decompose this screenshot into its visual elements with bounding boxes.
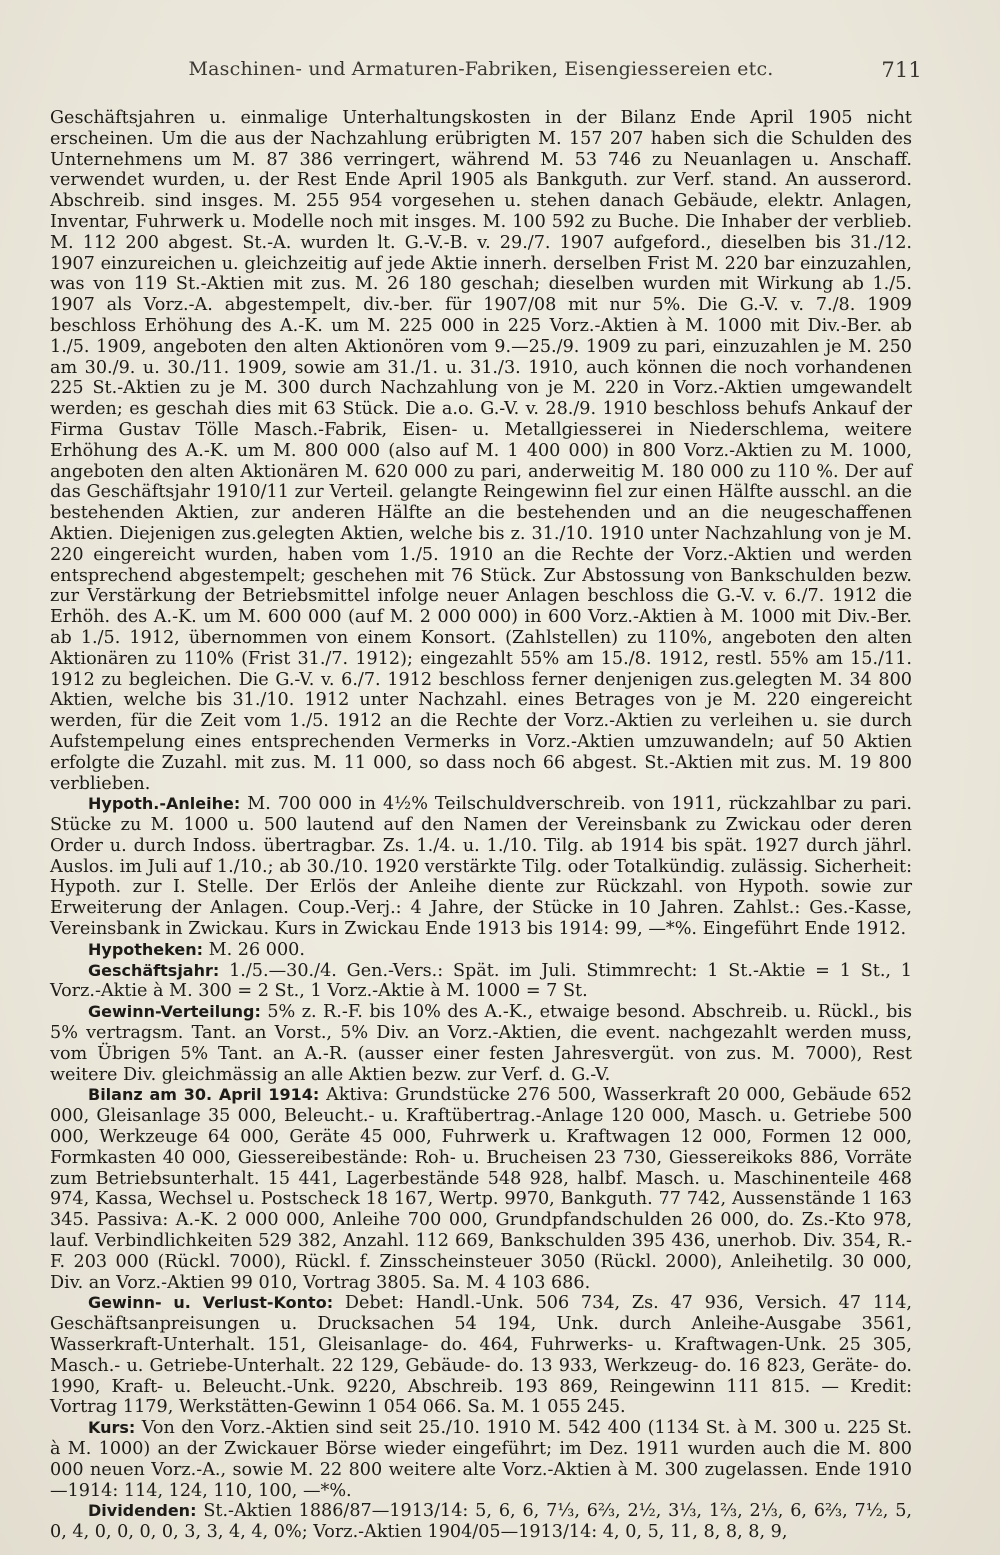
running-header (50, 58, 922, 86)
paragraph-lead: Bilanz am 30. April 1914: (88, 1085, 320, 1105)
paragraph-text: M. 26 000. (203, 939, 305, 960)
paragraph-text: St.-Aktien 1886/87—1913/14: 5, 6, 6, 7⅓, 6⅔, 2½, 3⅓, 1⅔, 2⅓, 6, 6⅔, 7½, 5, 0, 4, 0, 0, 0, 0, 3, 3, 4, 4, 0%; Vorz.-Aktien 1904/05—1913/14: 4, 0, 5, 11, 8, 8, 8, 9, (50, 1501, 912, 1543)
paragraph-text: 5% z. R.-F. bis 10% des A.-K., etwaige besond. Abschreib. u. Rückl., bis 5% vertragsm. Tant. an Vorst., 5% Div. an Vorz.-Aktien, die event. nachgezahlt werden muss, vom Übrigen 5% Tant. an A.-R. (ausser einer festen Jahresvergüt. von zus. M. 7000), Rest weitere Div. gleichmässig an alle Aktien bezw. zur Verf. d. G.-V. (50, 1002, 912, 1085)
document-body (50, 108, 912, 1543)
paragraph-gewinn-verteilung (50, 1002, 912, 1085)
paragraph-dividenden (50, 1501, 912, 1543)
paragraph-hypoth-anleihe (50, 794, 912, 940)
paragraph-text: 1./5.—30./4. Gen.-Vers.: Spät. im Juli. Stimmrecht: 1 St.-Aktie = 1 St., 1 Vorz.-Aktie à M. 300 = 2 St., 1 Vorz.-Aktie à M. 1000 = 7 St. (50, 960, 912, 1002)
page-number: 711 (881, 58, 922, 82)
paragraph-lead: Gewinn-Verteilung: (88, 1002, 261, 1022)
paragraph-hypotheken (50, 940, 912, 961)
paragraph-history (50, 108, 912, 794)
paragraph-gewinn-verlust (50, 1293, 912, 1418)
paragraph-lead: Kurs: (88, 1418, 136, 1438)
paragraph-kurs (50, 1418, 912, 1501)
paragraph-lead: Hypoth.-Anleihe: (88, 794, 241, 814)
paragraph-lead: Geschäftsjahr: (88, 960, 220, 980)
paragraph-text: Von den Vorz.-Aktien sind seit 25./10. 1910 M. 542 400 (1134 St. à M. 300 u. 225 St. à M. 1000) an der Zwickauer Börse wieder eingeführt; im Dez. 1911 wurden auch die M. 800 000 neuen Vorz.-A., sowie M. 22 800 weitere alte Vorz.-Aktien à M. 300 zugelassen. Ende 1910—1914: 114, 124, 110, 100, —*%. (50, 1418, 912, 1501)
header-title: Maschinen- und Armaturen-Fabriken, Eisengiessereien etc. (188, 58, 774, 80)
paragraph-text: Aktiva: Grundstücke 276 500, Wasserkraft 20 000, Gebäude 652 000, Gleisanlage 35 000, Beleucht.- u. Kraftübertrag.-Anlage 120 000, Masch. u. Getriebe 500 000, Werkzeuge 64 000, Geräte 45 000, Fuhrwerk u. Kraftwagen 12 000, Formen 12 000, Formkasten 40 000, Giessereibestände: Roh- u. Brucheisen 23 730, Giessereikoks 886, Vorräte zum Betriebsunterhalt. 15 441, Lagerbestände 548 928, halbf. Masch. u. Maschinenteile 468 974, Kassa, Wechsel u. Postscheck 18 167, Wertp. 9970, Bankguth. 77 742, Aussenstände 1 163 345. Passiva: A.-K. 2 000 000, Anleihe 700 000, Grundpfandschulden 26 000, do. Zs.-Kto 978, lauf. Verbindlichkeiten 529 382, Anzahl. 112 669, Bankschulden 395 436, unerhob. Div. 354, R.-F. 203 000 (Rückl. 7000), Rückl. f. Zinsscheinsteuer 3050 (Rückl. 2000), Anleihetilg. 30 000, Div. an Vorz.-Aktien 99 010, Vortrag 3805. Sa. M. 4 103 686. (50, 1085, 913, 1293)
paragraph-text: M. 700 000 in 4½% Teilschuldverschreib. von 1911, rückzahlbar zu pari. Stücke zu M. 1000 u. 500 lautend auf den Namen der Vereinsbank zu Zwickau oder deren Order u. durch Indoss. übertragbar. Zs. 1./4. u. 1./10. Tilg. ab 1914 bis spät. 1927 durch jährl. Auslos. im Juli auf 1./10.; ab 30./10. 1920 verstärkte Tilg. oder Totalkündig. zulässig. Sicherheit: Hypoth. zur I. Stelle. Der Erlös der Anleihe diente zur Rückzahl. von Hypoth. sowie zur Erweiterung der Anlagen. Coup.-Verj.: 4 Jahre, der Stücke in 10 Jahren. Zahlst.: Ges.-Kasse, Vereinsbank in Zwickau. Kurs in Zwickau Ende 1913 bis 1914: 99, —*%. Eingeführt Ende 1912. (50, 794, 912, 940)
paragraph-bilanz (50, 1085, 912, 1293)
paragraph-text: Geschäftsjahren u. einmalige Unterhaltungskosten in der Bilanz Ende April 1905 nicht erscheinen. Um die aus der Nachzahlung erübrigten M. 157 207 haben sich die Schulden des Unternehmens um M. 87 386 verringert, während M. 53 746 zu Neuanlagen u. Anschaff. verwendet wurden, u. der Rest Ende April 1905 als Bankguth. zur Verf. stand. An ausserord. Abschreib. sind insges. M. 255 954 vorgesehen u. stehen danach Gebäude, elektr. Anlagen, Inventar, Fuhrwerk u. Modelle noch mit insges. M. 100 592 zu Buche. Die Inhaber der verblieb. M. 112 200 abgest. St.-A. wurden lt. G.-V.-B. v. 29./7. 1907 aufgeford., dieselben bis 31./12. 1907 einzureichen u. gleichzeitig auf jede Aktie innerh. derselben Frist M. 220 bar einzuzahlen, was von 119 St.-Aktien mit zus. M. 26 180 geschah; dieselben wurden mit Wirkung ab 1./5. 1907 als Vorz.-A. abgestempelt, div.-ber. für 1907/08 mit nur 5%. Die G.-V. v. 7./8. 1909 beschloss Erhöhung des A.-K. um M. 225 000 in 225 Vorz.-Aktien à M. 1000 mit Div.-Ber. ab 1./5. 1909, angeboten den alten Aktionören vom 9.—25./9. 1909 zu pari, einzuzahlen je M. 250 am 30./9. u. 30./11. 1909, sowie am 31./1. u. 31./3. 1910, auch können die noch vorhandenen 225 St.-Aktien zu je M. 300 durch Nachzahlung von je M. 220 in Vorz.-Aktien umgewandelt werden; es geschah dies mit 63 Stück. Die a.o. G.-V. v. 28./9. 1910 beschloss behufs Ankauf der Firma Gustav Tölle Masch.-Fabrik, Eisen- u. Metallgiesserei in Niederschlema, weitere Erhöhung des A.-K. um M. 800 000 (also auf M. 1 400 000) in 800 Vorz.-Aktien zu M. 1000, angeboten den alten Aktionären M. 620 000 zu pari, anderweitig M. 180 000 zu 110 %. Der auf das Geschäftsjahr 1910/11 zur Verteil. gelangte Reingewinn fiel zur einen Hälfte ausschl. an die bestehenden Aktien, zur anderen Hälfte an die bestehenden und an die neugeschaffenen Aktien. Diejenigen zus.gelegten Aktien, welche bis z. 31./10. 1910 unter Nachzahlung von je M. 220 eingereicht wurden, haben vom 1./5. 1910 an die Rechte der Vorz.-Aktien und werden entsprechend abgestempelt; geschehen mit 76 Stück. Zur Abstossung von Bankschulden bezw. zur Verstärkung der Betriebsmittel infolge neuer Anlagen beschloss die G.-V. v. 6./7. 1912 die Erhöh. des A.-K. um M. 600 000 (auf M. 2 000 000) in 600 Vorz.-Aktien à M. 1000 mit Div.-Ber. ab 1./5. 1912, übernommen von einem Konsort. (Zahlstellen) zu 110%, angeboten den alten Aktionären zu 110% (Frist 31./7. 1912); eingezahlt 55% am 15./8. 1912, restl. 55% am 15./11. 1912 zu begleichen. Die G.-V. v. 6./7. 1912 beschloss ferner denjenigen zus.gelegten M. 34 800 Aktien, welche bis 31./10. 1912 unter Nachzahl. eines Betrages von je M. 220 eingereicht werden, für die Zeit vom 1./5. 1912 an die Rechte der Vorz.-Aktien zu verleihen u. sie durch Aufstempelung eines entsprechenden Vermerks in Vorz.-Aktien umzuwandeln; auf 50 Aktien erfolgte die Zuzahl. mit zus. M. 11 000, so dass noch 66 abgest. St.-Aktien mit zus. M. 19 800 verblieben. (50, 108, 912, 794)
paragraph-lead: Hypotheken: (88, 939, 204, 959)
paragraph-lead: Dividenden: (88, 1501, 197, 1521)
paragraph-geschaeftsjahr (50, 961, 912, 1003)
paragraph-text: Debet: Handl.-Unk. 506 734, Zs. 47 936, Versich. 47 114, Geschäftsanpreisungen u. Drucksachen 54 194, Unk. durch Anleihe-Ausgabe 3561, Wasserkraft-Unterhalt. 151, Gleisanlage- do. 464, Fuhrwerks- u. Kraftwagen-Unk. 25 305, Masch.- u. Getriebe-Unterhalt. 22 129, Gebäude- do. 13 933, Werkzeug- do. 16 823, Geräte- do. 1990, Kraft- u. Beleucht.-Unk. 9220, Abschreib. 193 869, Reingewinn 111 815. — Kredit: Vortrag 1179, Werkstätten-Gewinn 1 054 066. Sa. M. 1 055 245. (50, 1293, 913, 1418)
paragraph-lead: Gewinn- u. Verlust-Konto: (88, 1293, 334, 1313)
